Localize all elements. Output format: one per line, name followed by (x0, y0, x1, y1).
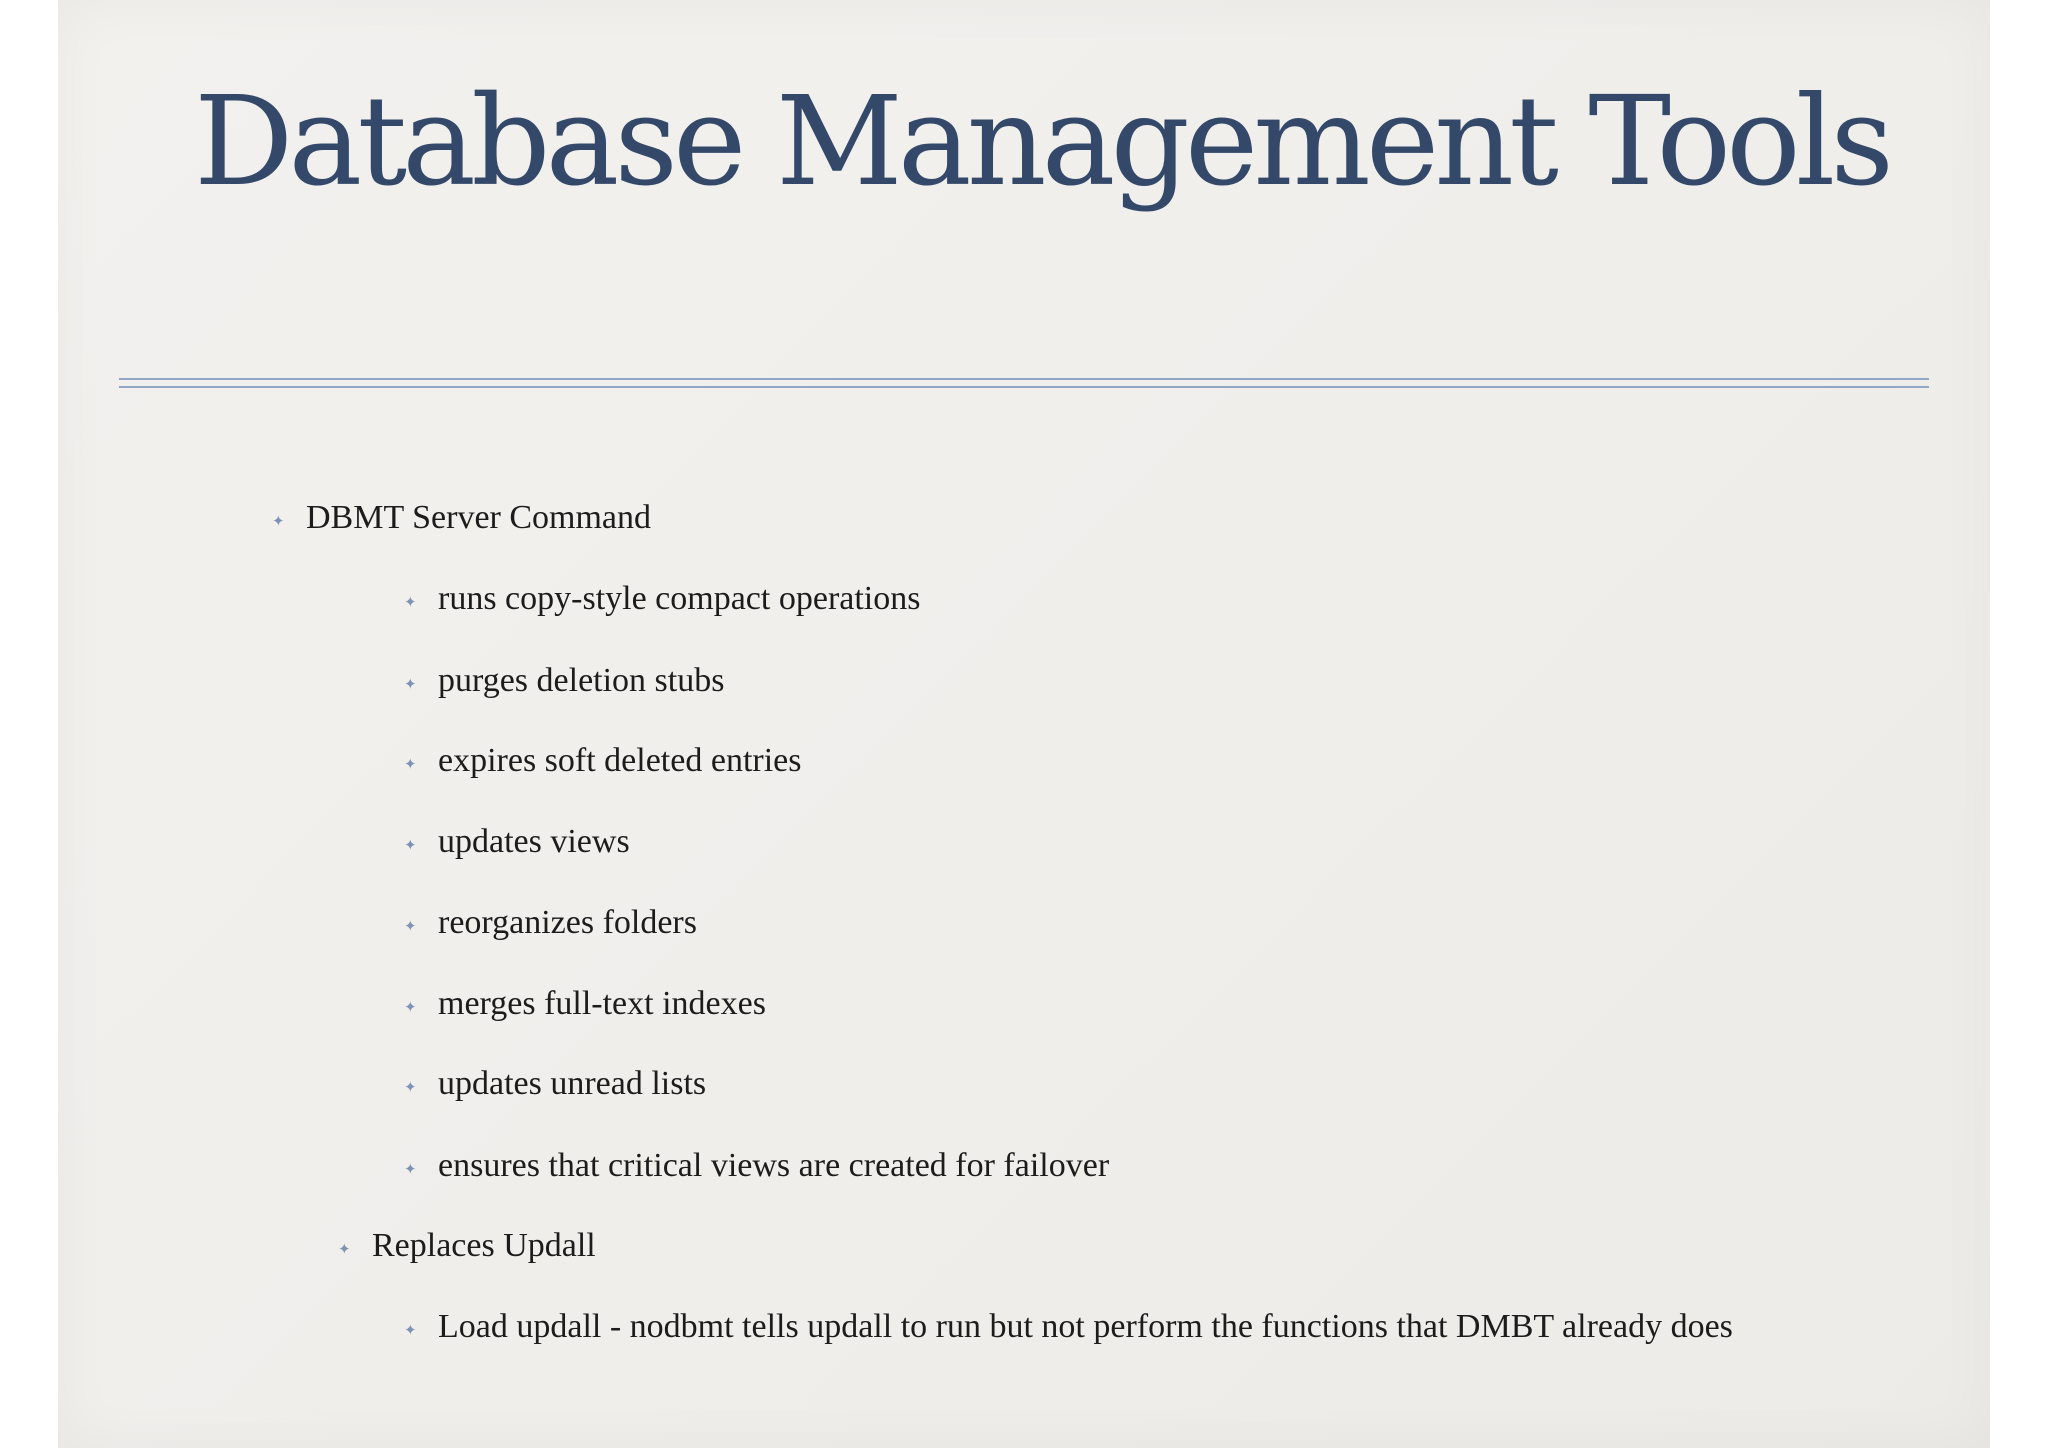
list-item-text: ensures that critical views are created for failover (438, 1147, 1110, 1184)
list-item (272, 498, 651, 538)
list-item-text: DBMT Server Command (306, 499, 652, 536)
star-bullet-icon: ✦ (404, 1321, 417, 1339)
bullet-list (58, 0, 1990, 1448)
list-item (404, 984, 766, 1024)
star-bullet-icon: ✦ (272, 512, 285, 530)
star-bullet-icon: ✦ (404, 836, 417, 854)
slide-title: Database Management Tools (194, 70, 1890, 214)
list-item (338, 1226, 596, 1266)
list-item (404, 741, 801, 781)
list-item-text: reorganizes folders (438, 904, 697, 941)
star-bullet-icon: ✦ (338, 1240, 351, 1258)
list-item (404, 1307, 1733, 1347)
list-item-text: updates unread lists (438, 1065, 707, 1102)
list-item-text: Replaces Updall (372, 1227, 596, 1264)
list-item-text: purges deletion stubs (438, 662, 725, 699)
star-bullet-icon: ✦ (404, 1078, 417, 1096)
star-bullet-icon: ✦ (404, 917, 417, 935)
star-bullet-icon: ✦ (404, 755, 417, 773)
star-bullet-icon: ✦ (404, 593, 417, 611)
star-bullet-icon: ✦ (404, 998, 417, 1016)
star-bullet-icon: ✦ (404, 675, 417, 693)
list-item (404, 903, 697, 943)
star-bullet-icon: ✦ (404, 1160, 417, 1178)
list-item (404, 1146, 1109, 1186)
slide (58, 0, 1990, 1448)
list-item (404, 579, 920, 619)
list-item-text: Load updall - nodbmt tells updall to run but not perform the functions that DMBT already does (438, 1308, 1733, 1345)
list-item-text: merges full-text indexes (438, 985, 766, 1022)
list-item-text: updates views (438, 823, 630, 860)
list-item (404, 822, 630, 862)
list-item (404, 1064, 706, 1104)
list-item (404, 661, 724, 701)
list-item-text: runs copy-style compact operations (438, 580, 921, 617)
list-item-text: expires soft deleted entries (438, 742, 802, 779)
